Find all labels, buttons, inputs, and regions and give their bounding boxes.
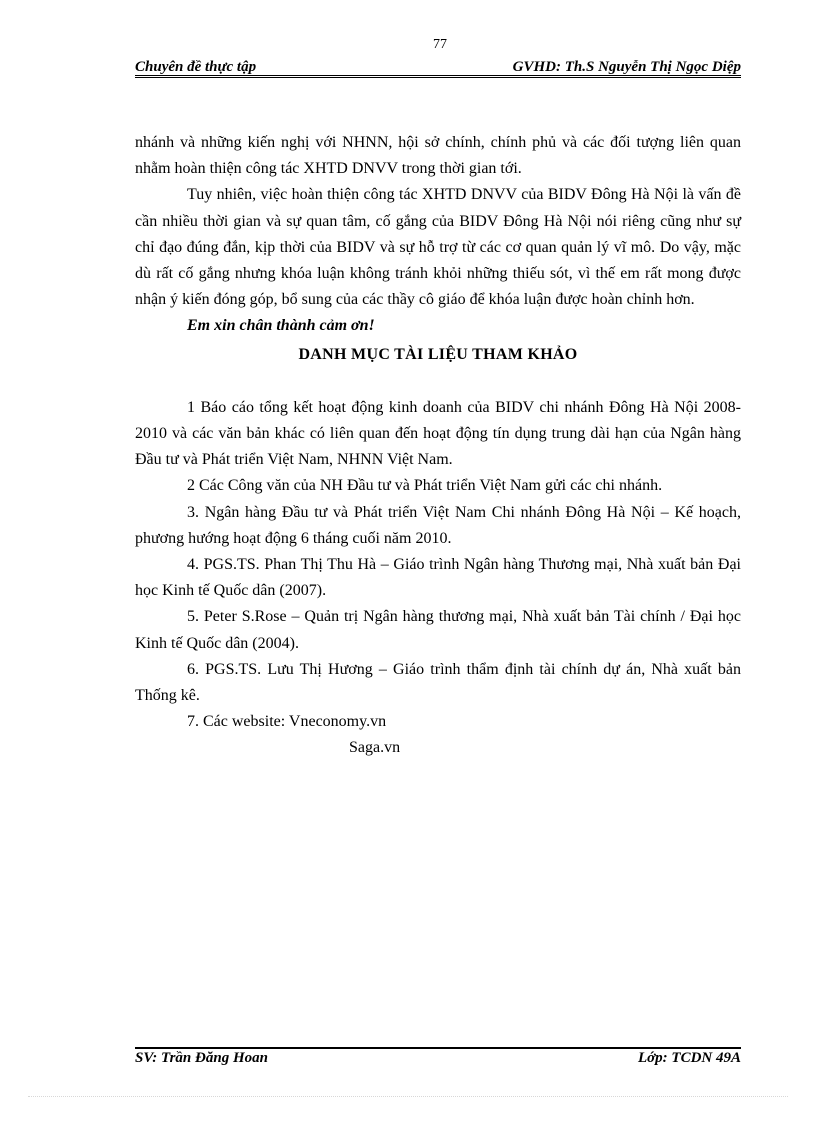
- page-header: [135, 56, 741, 76]
- thanks-line: Em xin chân thành cảm ơn!: [187, 317, 375, 335]
- reference-item: 5. Peter S.Rose – Quản trị Ngân hàng thương mại, Nhà xuất bản Tài chính / Đại học Kinh tế Quốc dân (2004).: [135, 608, 741, 652]
- footer-class: Lớp: TCDN 49A: [637, 1050, 741, 1066]
- reference-item: 4. PGS.TS. Phan Thị Thu Hà – Giáo trình Ngân hàng Thương mại, Nhà xuất bản Đại học Kinh tế Quốc dân (2007).: [135, 556, 741, 600]
- reference-item: 3. Ngân hàng Đầu tư và Phát triển Việt Nam Chi nhánh Đông Hà Nội – Kế hoạch, phương hướng hoạt động 6 tháng cuối năm 2010.: [135, 503, 741, 547]
- header-right-supervisor: GVHD: Th.S Nguyễn Thị Ngọc Diệp: [512, 59, 741, 75]
- body-paragraph: Tuy nhiên, việc hoàn thiện công tác XHTD DNVV của BIDV Đông Hà Nội là vấn đề cần nhiều thời gian và sự quan tâm, cố gắng của BIDV Đông Hà Nội nói riêng cũng như sự chỉ đạo đúng đắn, kịp thời của BIDV và sự hỗ trợ từ các cơ quan quản lý vĩ mô. Do vậy, mặc dù rất cố gắng nhưng khóa luận không tránh khỏi những thiếu sót, vì thế em rất mong được nhận ý kiến đóng góp, bổ sung của các thầy cô giáo để khóa luận được hoàn chỉnh hơn.: [135, 186, 741, 309]
- references-heading: DANH MỤC TÀI LIỆU THAM KHẢO: [298, 345, 578, 363]
- reference-item: 7. Các website: Vneconomy.vn: [187, 713, 387, 731]
- reference-item: 6. PGS.TS. Lưu Thị Hương – Giáo trình thẩm định tài chính dự án, Nhà xuất bản Thống kê.: [135, 660, 741, 705]
- document-body: [135, 130, 741, 762]
- page-number: 77: [433, 37, 447, 52]
- reference-item: 2 Các Công văn của NH Đầu tư và Phát triển Việt Nam gửi các chi nhánh.: [187, 477, 663, 495]
- page-footer: [135, 1050, 741, 1070]
- header-left-title: Chuyên đề thực tập: [135, 59, 257, 75]
- reference-website-2: Saga.vn: [349, 739, 401, 757]
- reference-item: 1 Báo cáo tổng kết hoạt động kinh doanh của BIDV chi nhánh Đông Hà Nội 2008- 2010 và các văn bản khác có liên quan đến hoạt động tín dụng trung dài hạn của Ngân hàng Đầu tư và Phát triển Việt Nam, NHNN Việt Nam.: [135, 398, 741, 469]
- footer-divider: [135, 1047, 741, 1049]
- page-bottom-dotted-line: [28, 1096, 788, 1097]
- header-divider: [135, 75, 741, 78]
- footer-student: SV: Trần Đăng Hoan: [135, 1050, 268, 1066]
- body-paragraph: nhánh và những kiến nghị với NHNN, hội sở chính, chính phủ và các đối tượng liên quan nhằm hoàn thiện công tác XHTD DNVV trong thời gian tới.: [135, 134, 741, 178]
